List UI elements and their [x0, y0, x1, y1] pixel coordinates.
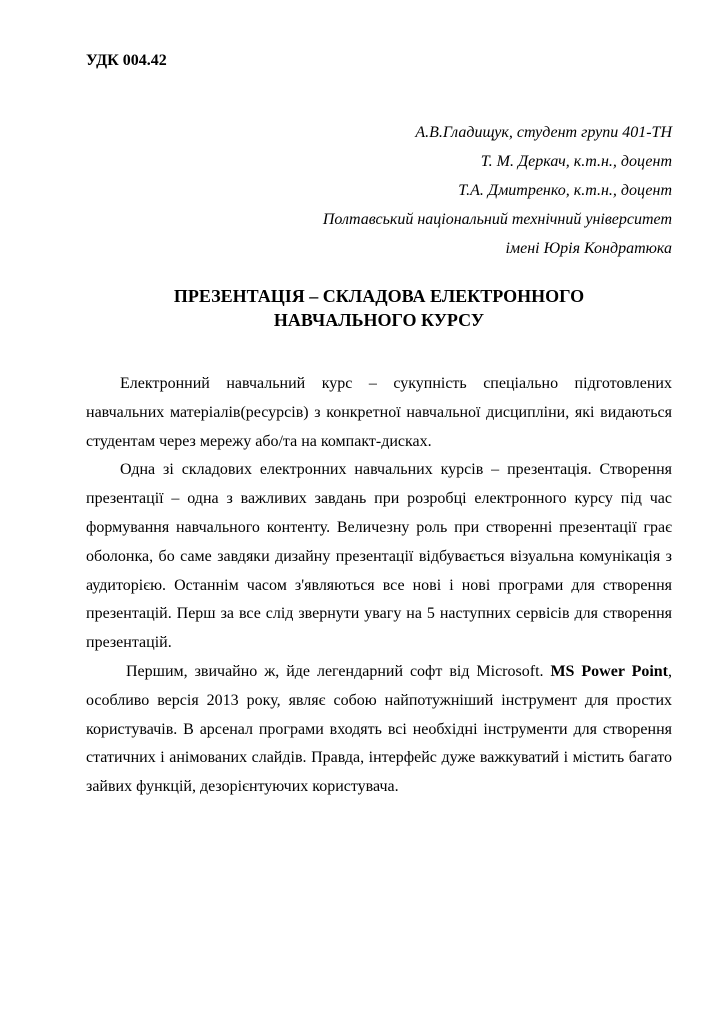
- affiliation-line: Полтавський національний технічний університет: [322, 211, 672, 228]
- paragraph-3: [86, 658, 672, 802]
- paragraph-1: Електронний навчальний курс – сукупність спеціально підготовлених навчальних матеріалів(ресурсів) з конкретної навчальної дисципліни, які видаються студентам через мережу або/та на компакт-дисках.: [86, 375, 672, 450]
- paragraph-2: Одна зі складових електронних навчальних курсів – презентація. Створення презентації – одна з важливих завдань при розробці електронного курсу під час формування навчального контенту. Величезну роль при створенні презентації грає оболонка, бо саме завдяки дизайну презентації відбувається візуальна комунікація з аудиторією. Останнім часом з'являються все нові і нові програми для створення презентацій. Перш за все слід звернути увагу на 5 наступних сервісів для створення презентацій.: [86, 461, 672, 652]
- title-line-2: НАВЧАЛЬНОГО КУРСУ: [273, 310, 485, 330]
- author-line: Т.А. Дмитренко, к.т.н., доцент: [458, 182, 672, 199]
- udk-code: УДК 004.42: [86, 52, 167, 69]
- software-name: MS Power Point: [550, 662, 669, 680]
- title-line-1: ПРЕЗЕНТАЦІЯ – СКЛАДОВА ЕЛЕКТРОННОГО: [173, 286, 585, 306]
- article-title: [86, 284, 672, 332]
- paragraph-3-intro: Першим, звичайно ж, йде легендарний софт від Microsoft.: [126, 662, 551, 680]
- article-body: [86, 370, 672, 802]
- paragraph-3-rest: , особливо версія 2013 року, являє собою найпотужніший інструмент для простих користувачів. В арсенал програми входять всі необхідні інструменти для створення статичних і анімованих слайдів. Правда, інтерфейс дуже важкуватий і містить багато зайвих функцій, дезорієнтуючих користувача.: [86, 662, 673, 796]
- author-line: А.В.Гладищук, студент групи 401-ТН: [415, 124, 672, 141]
- author-block: [323, 118, 672, 263]
- affiliation-line: імені Юрія Кондратюка: [505, 240, 672, 257]
- author-line: Т. М. Деркач, к.т.н., доцент: [480, 153, 672, 170]
